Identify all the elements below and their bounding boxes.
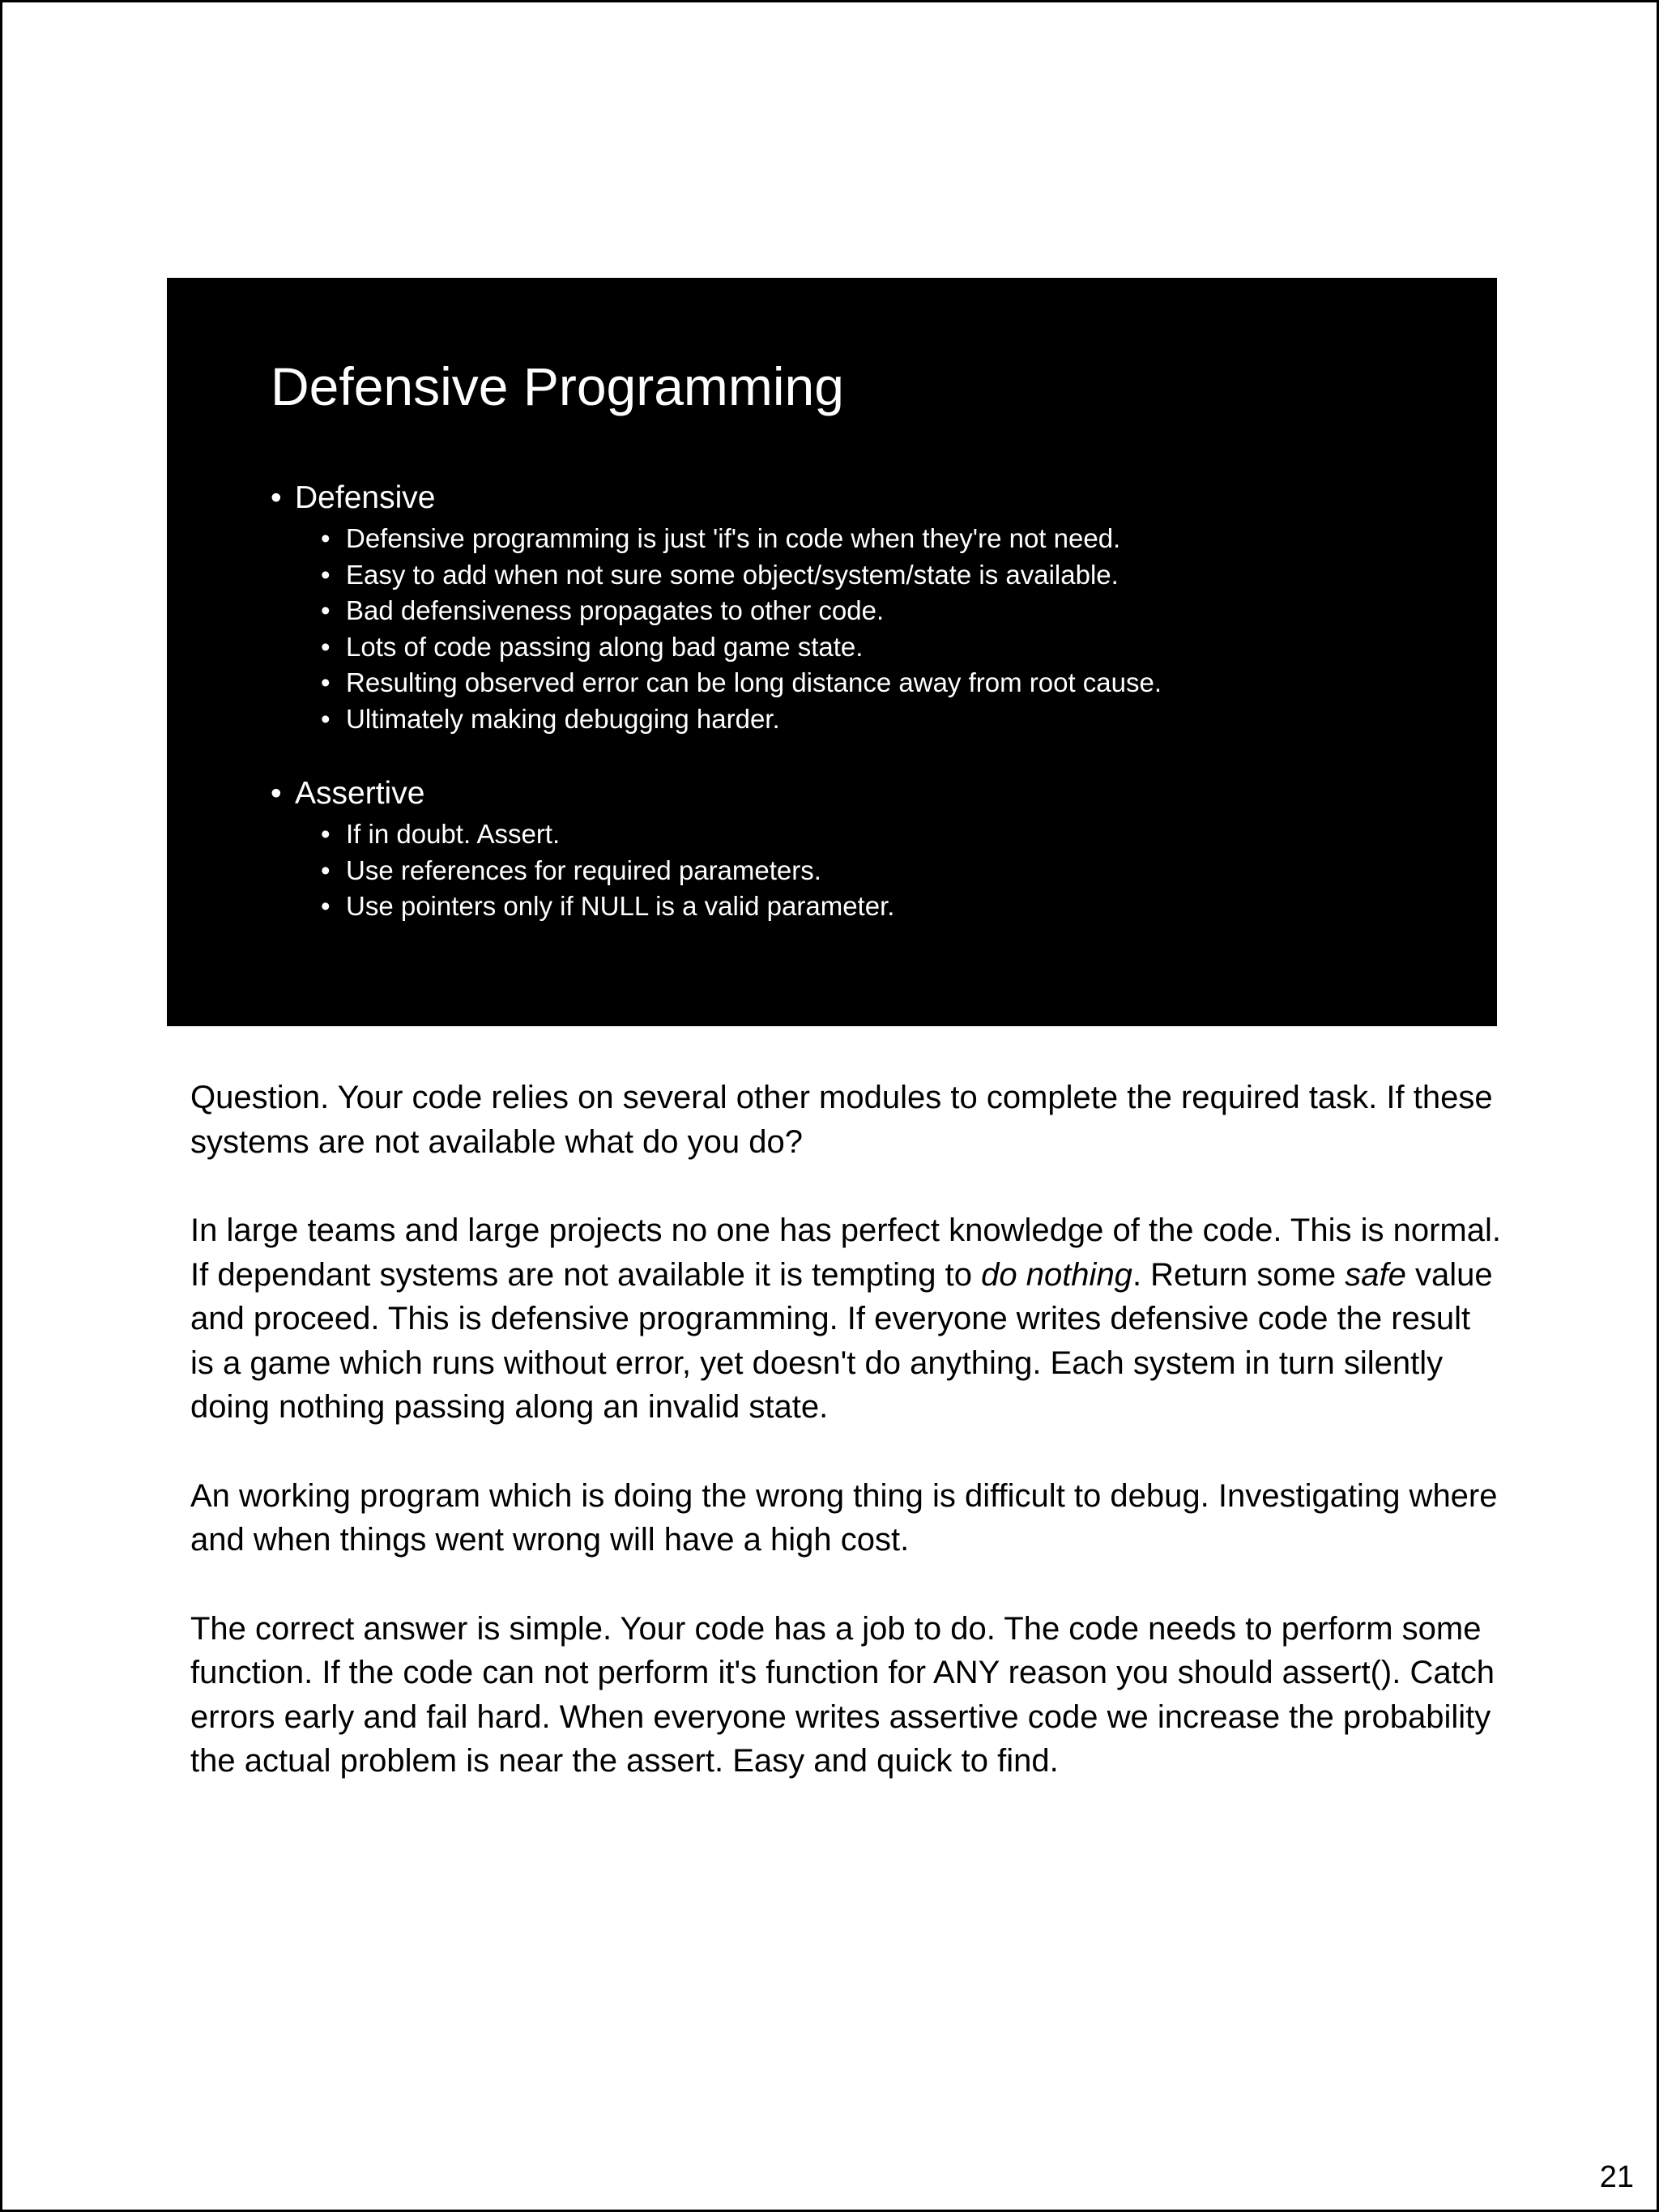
list-item xyxy=(271,557,1453,594)
list-item-text: Use references for required parameters. xyxy=(346,855,821,885)
list-item xyxy=(271,701,1453,738)
notes-paragraph: The correct answer is simple. Your code has a job to do. The code needs to perform some function. If the code can not perform it's function for ANY reason you should assert(). Catch errors early and fail hard. When everyone writes assertive code we increase the probability the actual problem is near the assert. Easy and quick to find. xyxy=(190,1610,1495,1779)
bullet-dot-icon: • xyxy=(321,595,331,625)
list-item-text: If in doubt. Assert. xyxy=(346,819,561,849)
list-item-text: Lots of code passing along bad game state. xyxy=(346,631,864,662)
notes-paragraph xyxy=(190,1208,1503,1430)
list-item xyxy=(271,629,1453,666)
slide-title: Defensive Programming xyxy=(271,356,844,416)
list-item xyxy=(271,816,1453,853)
slide-image xyxy=(167,278,1497,1026)
notes-emphasis: do nothing xyxy=(981,1256,1132,1293)
slide-body xyxy=(271,479,1453,925)
bullet-list xyxy=(271,521,1453,737)
list-item-text: Easy to add when not sure some object/system/state is available. xyxy=(346,559,1119,590)
bullet-dot-icon: • xyxy=(321,559,331,590)
bullet-dot-icon: • xyxy=(321,855,331,885)
bullet-dot-icon: • xyxy=(321,703,331,734)
page-number: 21 xyxy=(1599,2160,1634,2194)
list-item-text: Bad defensiveness propagates to other code. xyxy=(346,595,885,625)
section-heading: Assertive xyxy=(295,776,425,811)
bullet-level1 xyxy=(271,479,1453,518)
bullet-dot-icon: • xyxy=(321,819,331,849)
list-item xyxy=(271,889,1453,925)
bullet-level1 xyxy=(271,774,1453,813)
bullet-dot-icon: • xyxy=(321,667,331,697)
notes-text: . Return some xyxy=(1132,1256,1346,1293)
bullet-dot-icon: • xyxy=(321,523,331,553)
notes-paragraph: Question. Your code relies on several other modules to complete the required task. If these systems are not available what do you do? xyxy=(190,1080,1493,1160)
notes-text: value and proceed. This is defensive programming. If everyone writes defensive code the result is a game which runs without error, yet doesn't do anything. Each system in turn silently doing nothing passing along an invalid state. xyxy=(190,1256,1493,1425)
slide-section-defensive xyxy=(271,479,1453,737)
speaker-notes xyxy=(190,1076,1503,1828)
list-item-text: Resulting observed error can be long distance away from root cause. xyxy=(346,667,1162,697)
notes-emphasis: safe xyxy=(1345,1256,1406,1293)
bullet-dot-icon: • xyxy=(271,776,282,811)
notes-text: In large teams and large projects no one has perfect knowledge of the code. This is normal. If dependant systems are not available it is tempting to xyxy=(190,1213,1501,1293)
list-item-text: Defensive programming is just 'if's in code when they're not need. xyxy=(346,523,1121,553)
list-item xyxy=(271,665,1453,701)
notes-paragraph: An working program which is doing the wrong thing is difficult to debug. Investigating where and when things went wrong will have a high cost. xyxy=(190,1477,1498,1558)
list-item xyxy=(271,593,1453,629)
list-item xyxy=(271,853,1453,889)
bullet-dot-icon: • xyxy=(321,631,331,662)
list-item-text: Use pointers only if NULL is a valid parameter. xyxy=(346,891,895,921)
bullet-dot-icon: • xyxy=(271,480,282,515)
list-item-text: Ultimately making debugging harder. xyxy=(346,703,780,734)
slide-section-assertive xyxy=(271,774,1453,925)
list-item xyxy=(271,521,1453,557)
bullet-dot-icon: • xyxy=(321,891,331,921)
section-heading: Defensive xyxy=(295,480,436,515)
bullet-list xyxy=(271,816,1453,925)
